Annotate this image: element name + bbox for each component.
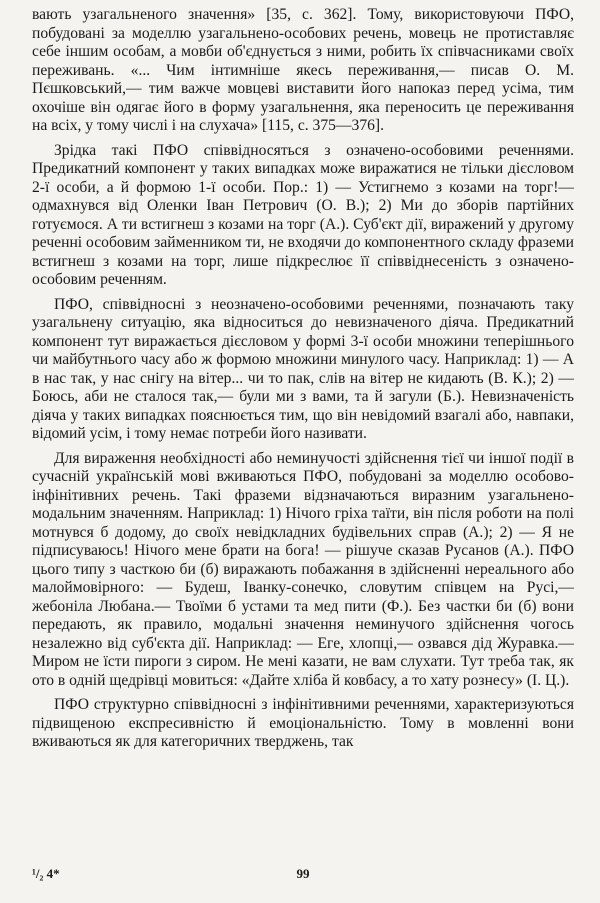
paragraph: ПФО, співвідносні з неозначено-особовими реченнями, позначають таку узагальнену ситуацію, яка відноситься до невизначеного діяча. Предикатний компонент тут виражається дієсловом у формі 3-ї особи множини теперішнього чи майбутнього часу або ж формою множини минулого часу. Наприклад: 1) — А в нас так, у нас снігу на вітер... чи то пак, слів на вітер не кидають (В. К.); 2) — Боюсь, аби не сталося так,— були ми з вами, та й загули (Б.). Невизначеність діяча у таких випадках пояснюється тим, що він невідомий взагалі або, навпаки, відомий усім, і тому немає потреби його називати. — [32, 295, 574, 442]
paragraph: Зрідка такі ПФО співвідносяться з означено-особовими реченнями. Предикатний компонент у таких випадках може виражатися не тільки дієсловом 2-ї особи, а й формою 1-ї особи. Пор.: 1) — Устигнемо з козами на торг!— одмахнувся від Оленки Іван Петрович (О. В.); 2) Ми до зборів партійних готуємося. А ти встигнеш з козами на торг (А.). Суб'єкт дії, виражений у другому реченні особовим займенником ти, не входячи до компонентного складу фраземи встигнеш з козами на торг, лише підкреслює її співвіднесеність з означено-особовим реченням. — [32, 141, 574, 288]
paragraph: ПФО структурно співвідносні з інфінітивними реченнями, характеризуються підвищеною експресивністю й емоціональністю. Тому в мовленні вони вживаються як для категоричних тверджень, так — [32, 696, 574, 750]
printer-signature: ¹/₂ 4* — [32, 866, 60, 881]
body-text — [32, 6, 574, 752]
paragraph: вають узагальненого значення» [35, с. 362]. Тому, використовуючи ПФО, побудовані за моделлю узагальнено-особових речень, мовець не протиставляє себе іншим особам, а мовби об'єднується з ними, робить їх співчасниками своїх переживань. «... Чим інтимніше якесь переживання,— писав О. М. Пєшковський,— тим важче мовцеві виставити його напоказ перед усіма, тим охочіше він одягає його в форму узагальнення, яка переносить це переживання на всіх, у тому числі і на слухача» [115, с. 375—376]. — [32, 6, 574, 134]
page-footer — [32, 866, 574, 888]
page-number: 99 — [296, 866, 310, 881]
paragraph: Для вираження необхідності або неминучості здійснення тієї чи іншої події в сучасній українській мові вживаються ПФО, побудовані за моделлю особово-інфінітивних речень. Такі фраземи відзначаються виразним узагальнено-модальним значенням. Наприклад: 1) Нічого гріха таїти, він після роботи на полі мотнувся б додому, до своїх невідкладних будівельних справ (А.); 2) — Я не підписуваюсь! Нічого мене брати на бога! — рішуче сказав Русанов (А.). ПФО цього типу з часткою би (б) виражають побажання в здійсненні нереального або малоймовірного: — Будеш, Іванку-сонечко, словутим співцем на Русі,— жебоніла Любана.— Твоїми б устами та мед пити (Ф.). Без частки би (б) вони передають, як правило, модальні значення неминучого здійснення чогось незалежно від суб'єкта дії. Наприклад: — Еге, хлопці,— озвався дід Журавка.— Миром не їсти пироги з сиром. Не мені казати, не вам слухати. Тут треба так, як ото в одній щедрівці мовиться: «Дайте хліба й ковбасу, а то хату рознесу» (І. Ц.). — [32, 449, 574, 689]
